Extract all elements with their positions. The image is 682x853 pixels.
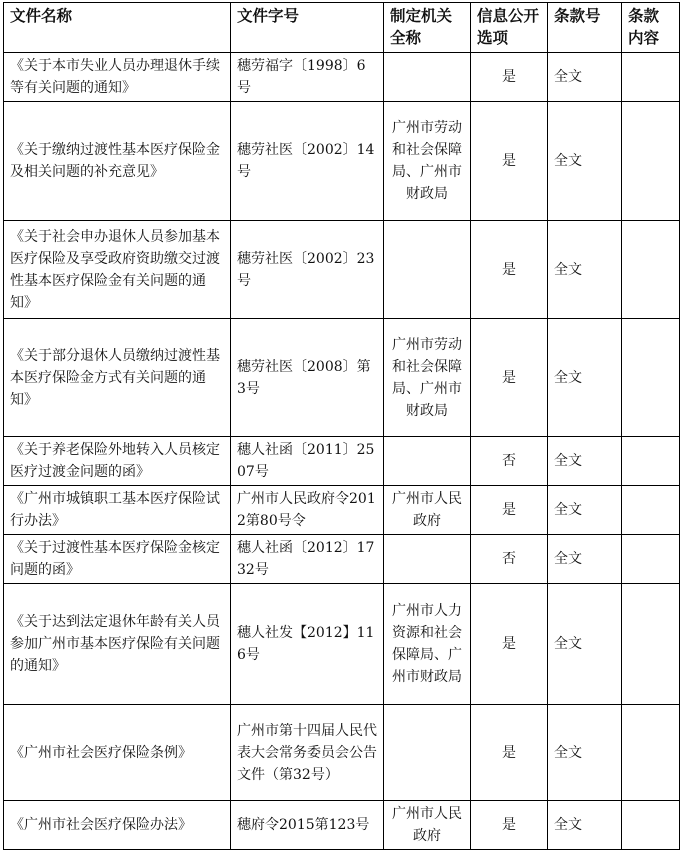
cell-file-number: 穗劳社医〔2002〕23号 bbox=[231, 221, 384, 319]
cell-disclosure-option: 是 bbox=[471, 53, 548, 102]
cell-disclosure-option: 是 bbox=[471, 319, 548, 437]
cell-file-name: 《关于达到法定退休年龄有关人员参加广州市基本医疗保险有关问题的通知》 bbox=[4, 584, 231, 705]
cell-article-content bbox=[622, 319, 680, 437]
table-row bbox=[4, 535, 680, 584]
table-row bbox=[4, 437, 680, 486]
cell-file-name: 《关于养老保险外地转入人员核定医疗过渡金问题的函》 bbox=[4, 437, 231, 486]
cell-file-name: 《关于缴纳过渡性基本医疗保险金及相关问题的补充意见》 bbox=[4, 102, 231, 221]
cell-article-number: 全文 bbox=[548, 584, 622, 705]
cell-article-number: 全文 bbox=[548, 221, 622, 319]
table-row bbox=[4, 102, 680, 221]
cell-article-number: 全文 bbox=[548, 535, 622, 584]
cell-article-number: 全文 bbox=[548, 705, 622, 801]
cell-article-content bbox=[622, 486, 680, 535]
cell-disclosure-option: 是 bbox=[471, 705, 548, 801]
cell-file-number: 广州市人民政府令2012第80号令 bbox=[231, 486, 384, 535]
cell-disclosure-option: 否 bbox=[471, 535, 548, 584]
cell-disclosure-option: 是 bbox=[471, 486, 548, 535]
cell-file-number: 广州市第十四届人民代表大会常务委员会公告文件（第32号） bbox=[231, 705, 384, 801]
cell-disclosure-option: 是 bbox=[471, 221, 548, 319]
cell-article-number: 全文 bbox=[548, 437, 622, 486]
cell-file-number: 穗人社函〔2011〕2507号 bbox=[231, 437, 384, 486]
table-row bbox=[4, 705, 680, 801]
cell-article-number: 全文 bbox=[548, 486, 622, 535]
cell-issuing-authority: 广州市劳动和社会保障局、广州市财政局 bbox=[384, 102, 471, 221]
cell-article-number: 全文 bbox=[548, 102, 622, 221]
header-file-number: 文件字号 bbox=[231, 3, 384, 53]
table-row bbox=[4, 221, 680, 319]
cell-article-content bbox=[622, 53, 680, 102]
cell-file-number: 穗劳社医〔2008〕第3号 bbox=[231, 319, 384, 437]
table-row bbox=[4, 319, 680, 437]
cell-issuing-authority: 广州市人民政府 bbox=[384, 801, 471, 850]
cell-file-name: 《关于社会申办退休人员参加基本医疗保险及享受政府资助缴交过渡性基本医疗保险金有关问题的通知》 bbox=[4, 221, 231, 319]
cell-article-content bbox=[622, 221, 680, 319]
header-disclosure-option: 信息公开选项 bbox=[471, 3, 548, 53]
cell-article-number: 全文 bbox=[548, 319, 622, 437]
header-article-number: 条款号 bbox=[548, 3, 622, 53]
cell-disclosure-option: 是 bbox=[471, 102, 548, 221]
cell-article-content bbox=[622, 584, 680, 705]
cell-article-content bbox=[622, 801, 680, 850]
cell-file-name: 《关于部分退休人员缴纳过渡性基本医疗保险金方式有关问题的通知》 bbox=[4, 319, 231, 437]
policy-document-table bbox=[3, 2, 680, 850]
cell-issuing-authority bbox=[384, 221, 471, 319]
cell-article-number: 全文 bbox=[548, 801, 622, 850]
cell-file-number: 穗劳福字〔1998〕6号 bbox=[231, 53, 384, 102]
cell-file-name: 《广州市社会医疗保险条例》 bbox=[4, 705, 231, 801]
cell-issuing-authority bbox=[384, 437, 471, 486]
cell-article-content bbox=[622, 535, 680, 584]
cell-file-number: 穗劳社医〔2002〕14号 bbox=[231, 102, 384, 221]
header-article-content: 条款内容 bbox=[622, 3, 680, 53]
header-file-name: 文件名称 bbox=[4, 3, 231, 53]
cell-issuing-authority: 广州市人民政府 bbox=[384, 486, 471, 535]
table-row bbox=[4, 801, 680, 850]
cell-file-name: 《广州市城镇职工基本医疗保险试行办法》 bbox=[4, 486, 231, 535]
cell-issuing-authority: 广州市劳动和社会保障局、广州市财政局 bbox=[384, 319, 471, 437]
cell-file-number: 穗府令2015第123号 bbox=[231, 801, 384, 850]
table-row bbox=[4, 486, 680, 535]
cell-file-number: 穗人社发【2012】116号 bbox=[231, 584, 384, 705]
cell-disclosure-option: 是 bbox=[471, 801, 548, 850]
cell-issuing-authority bbox=[384, 705, 471, 801]
cell-issuing-authority: 广州市人力资源和社会保障局、广州市财政局 bbox=[384, 584, 471, 705]
cell-issuing-authority bbox=[384, 53, 471, 102]
cell-file-name: 《关于过渡性基本医疗保险金核定问题的函》 bbox=[4, 535, 231, 584]
cell-article-content bbox=[622, 102, 680, 221]
cell-disclosure-option: 否 bbox=[471, 437, 548, 486]
cell-article-content bbox=[622, 437, 680, 486]
cell-disclosure-option: 是 bbox=[471, 584, 548, 705]
cell-file-name: 《广州市社会医疗保险办法》 bbox=[4, 801, 231, 850]
cell-file-name: 《关于本市失业人员办理退休手续等有关问题的通知》 bbox=[4, 53, 231, 102]
header-issuing-authority: 制定机关全称 bbox=[384, 3, 471, 53]
cell-file-number: 穗人社函〔2012〕1732号 bbox=[231, 535, 384, 584]
table-header-row bbox=[4, 3, 680, 53]
cell-issuing-authority bbox=[384, 535, 471, 584]
table-row bbox=[4, 53, 680, 102]
table-row bbox=[4, 584, 680, 705]
cell-article-content bbox=[622, 705, 680, 801]
cell-article-number: 全文 bbox=[548, 53, 622, 102]
